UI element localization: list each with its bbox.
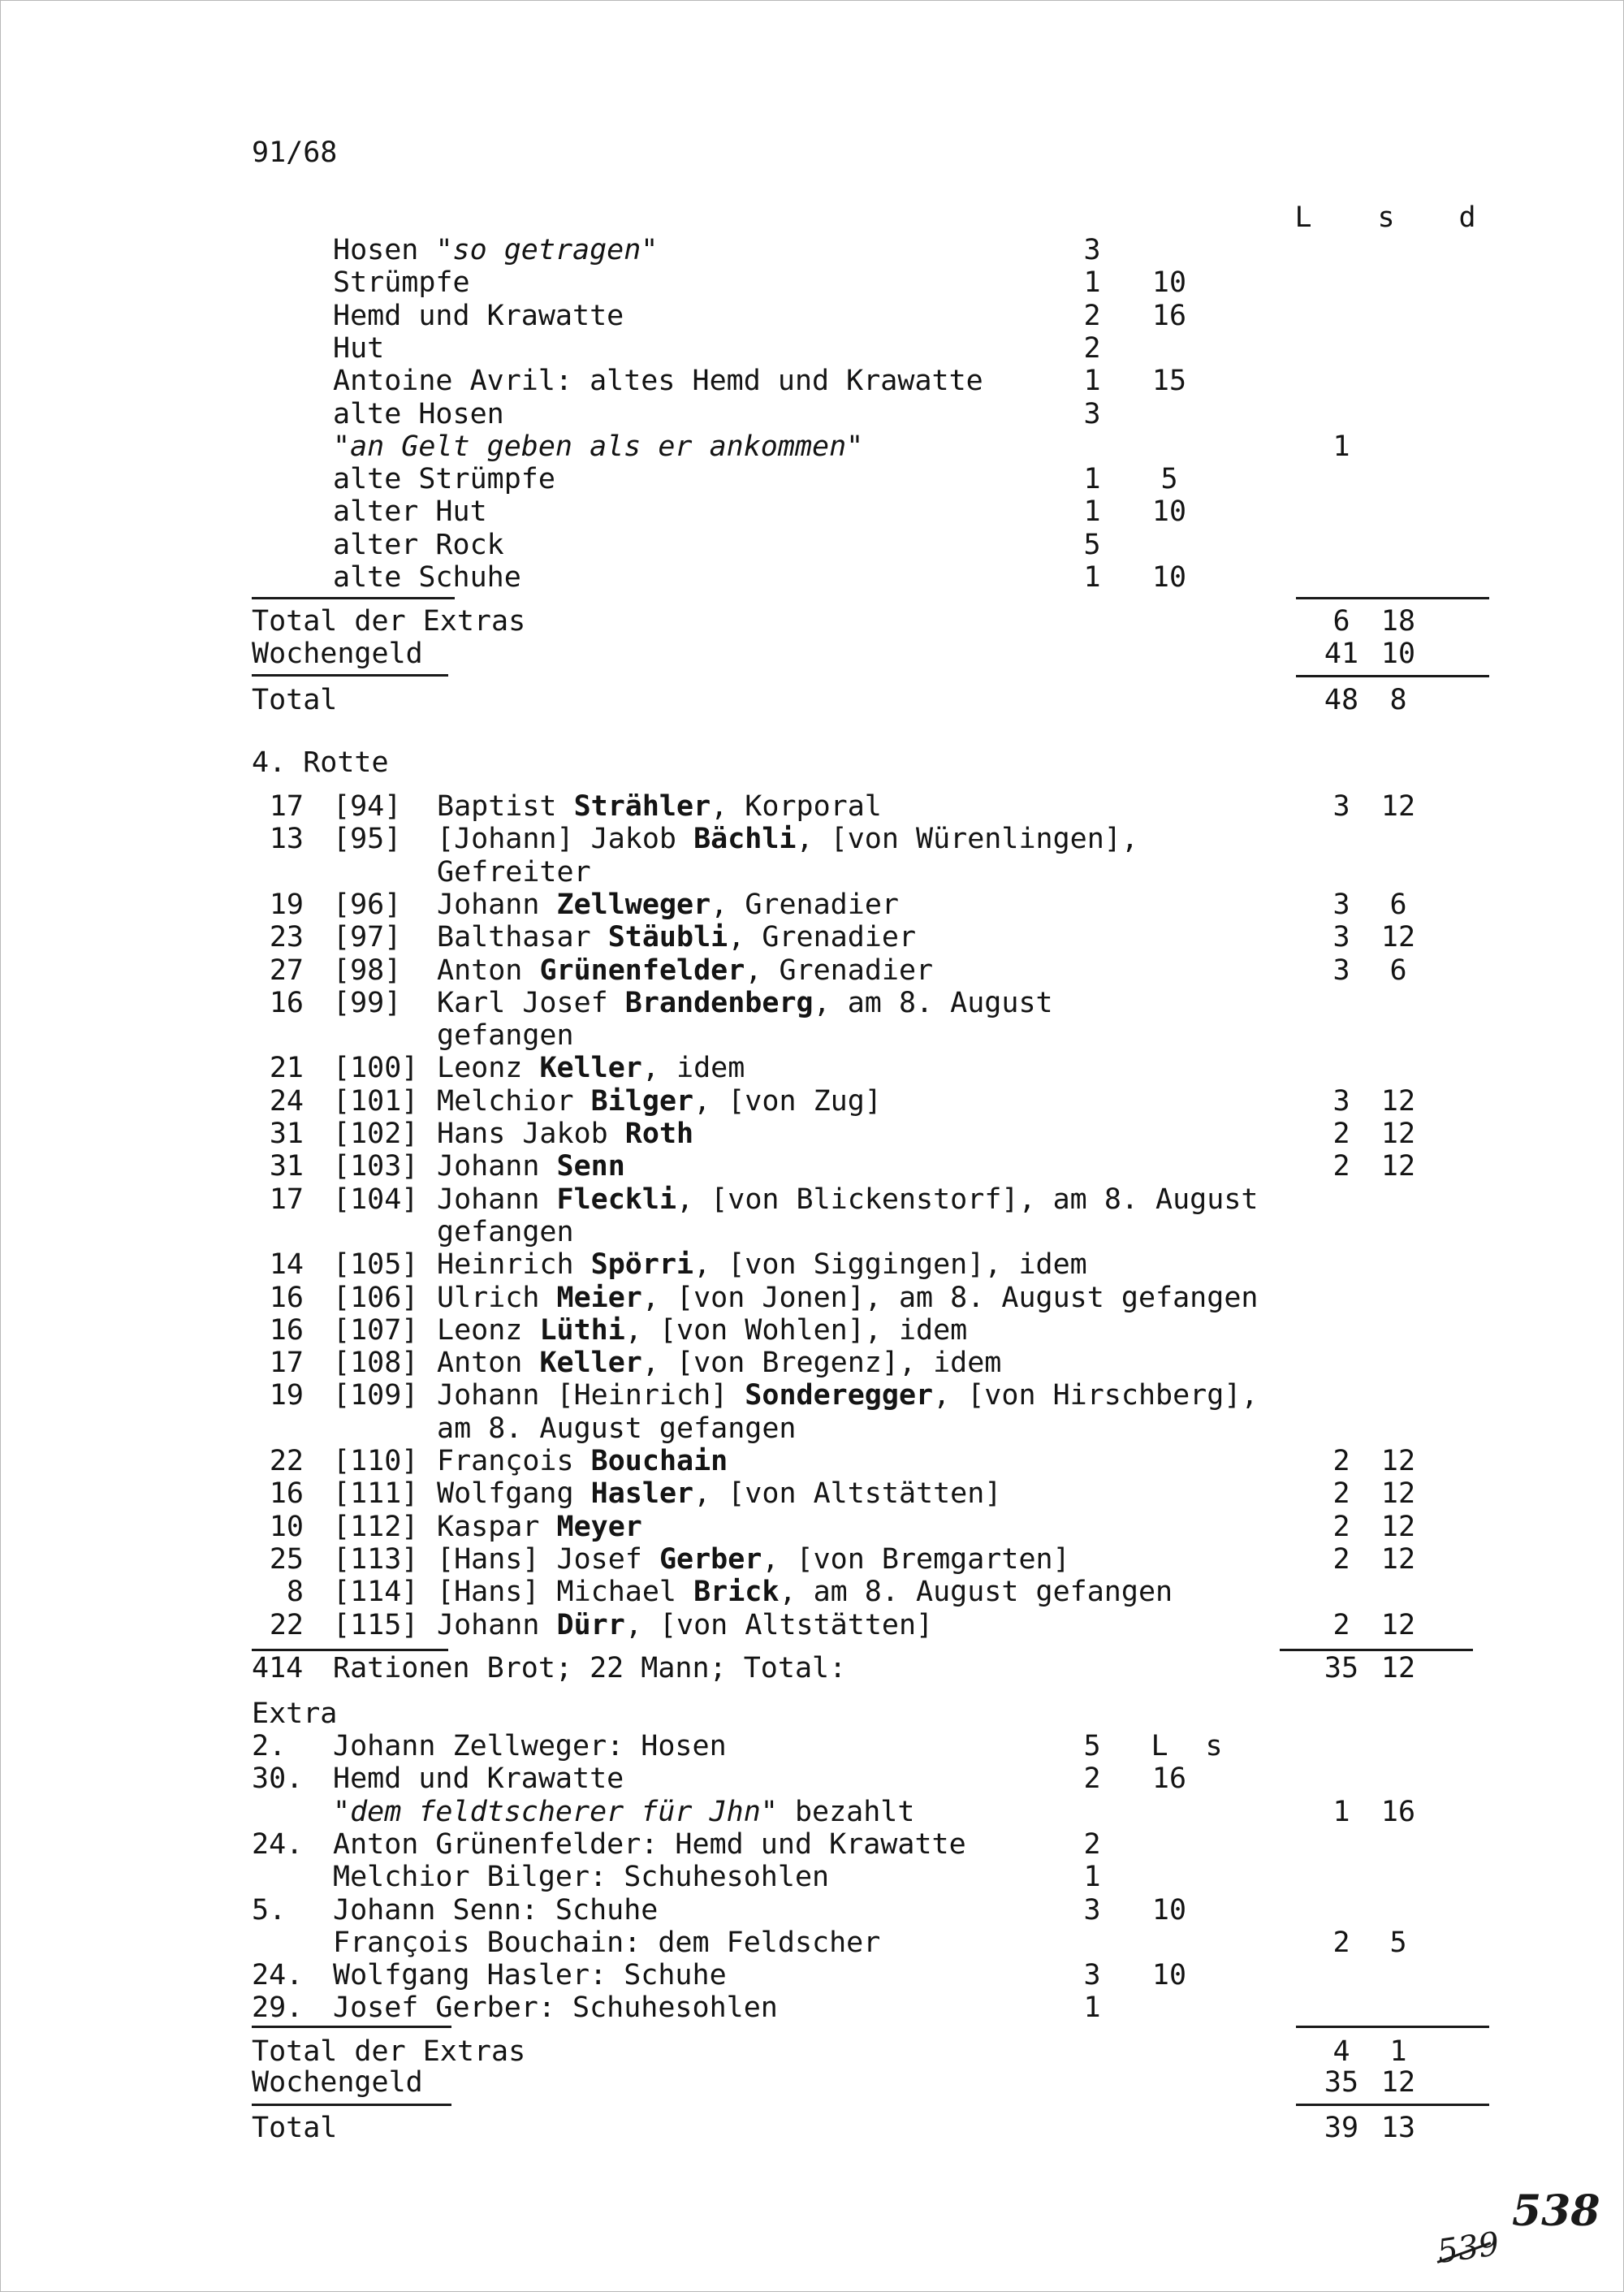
person-number: 17 xyxy=(269,1347,304,1380)
person-entry xyxy=(437,1543,1070,1576)
item-description xyxy=(333,529,504,561)
item-description xyxy=(333,300,624,332)
extra-amount: 2 xyxy=(1083,1827,1101,1861)
extra-amount-L: 2 xyxy=(1332,1926,1350,1959)
extra-amount: 1 xyxy=(1083,1861,1101,1894)
person-detail: Baptist xyxy=(437,790,574,823)
rule-line xyxy=(252,2026,451,2028)
person-number: 17 xyxy=(269,790,304,823)
person-detail: Heinrich xyxy=(437,1248,591,1282)
person-number: 16 xyxy=(269,1281,304,1314)
person-detail: [Hans] Michael xyxy=(437,1576,694,1609)
person-entry xyxy=(437,1379,1258,1412)
person-amount-s: 12 xyxy=(1380,1510,1416,1543)
extra-amount: 2 xyxy=(1083,1762,1101,1796)
item-quote: "an Gelt geben als er ankommen" xyxy=(333,430,864,463)
item-text: alter Hut xyxy=(333,495,487,529)
person-detail: Melchior xyxy=(437,1084,591,1118)
person-detail-continued: am 8. August gefangen xyxy=(437,1412,797,1445)
person-id: [100] xyxy=(333,1052,419,1085)
extra-text: bezahlt xyxy=(777,1795,915,1828)
person-surname: Sonderegger xyxy=(745,1379,934,1412)
item-text: Hut xyxy=(333,331,385,365)
person-surname: Gerber xyxy=(659,1542,762,1576)
column-header-L: L xyxy=(1294,201,1312,234)
extra-text: François Bouchain: dem Feldscher xyxy=(333,1926,881,1959)
item-description xyxy=(333,561,521,594)
total-amount-s: 13 xyxy=(1380,2112,1416,2144)
item-amount-s: 1 xyxy=(1083,561,1101,594)
item-description xyxy=(333,234,658,266)
item-quote: "so getragen" xyxy=(435,234,659,266)
item-amount-s: 1 xyxy=(1083,463,1101,496)
person-detail: , [von Altstätten] xyxy=(624,1608,934,1641)
person-detail: Ulrich xyxy=(437,1281,557,1314)
person-detail: Anton xyxy=(437,954,540,987)
extra-quote: "dem feldtscherer für Jhn" xyxy=(333,1795,778,1828)
person-number: 25 xyxy=(269,1542,304,1576)
person-detail: Johann [Heinrich] xyxy=(437,1379,745,1412)
person-number: 22 xyxy=(269,1445,304,1477)
total-amount-s: 12 xyxy=(1380,2066,1416,2099)
person-detail: , [von Hirschberg], xyxy=(933,1379,1259,1412)
person-surname: Grünenfelder xyxy=(539,954,745,987)
extra-description xyxy=(333,1796,914,1828)
person-detail: Johann xyxy=(437,1183,557,1216)
person-number: 16 xyxy=(269,1313,304,1347)
item-text: alter Rock xyxy=(333,528,504,561)
person-surname: Meyer xyxy=(556,1510,642,1543)
person-surname: Spörri xyxy=(590,1248,694,1282)
extra-description xyxy=(333,1894,658,1927)
person-detail: , am 8. August gefangen xyxy=(779,1576,1173,1609)
person-entry xyxy=(437,1282,1258,1314)
total-amount-L: 6 xyxy=(1332,605,1350,638)
item-amount-s: 3 xyxy=(1083,234,1101,266)
rule-line xyxy=(1296,2104,1489,2106)
person-number: 14 xyxy=(269,1248,304,1282)
person-amount-L: 3 xyxy=(1332,1084,1350,1118)
person-id: [110] xyxy=(333,1445,419,1477)
extra-description xyxy=(333,1828,966,1861)
person-detail: Leonz xyxy=(437,1313,540,1347)
person-detail: , [von Wohlen], idem xyxy=(624,1313,968,1347)
person-detail-continued: gefangen xyxy=(437,1215,574,1248)
section-heading: 4. Rotte xyxy=(252,746,389,779)
rule-line xyxy=(252,2104,451,2106)
person-amount-L: 3 xyxy=(1332,888,1350,921)
person-surname: Zellweger xyxy=(556,888,711,921)
extra-text: Johann Senn: Schuhe xyxy=(333,1893,659,1927)
person-detail: [Johann] Jakob xyxy=(437,823,694,856)
item-description xyxy=(333,332,384,365)
person-surname: Hasler xyxy=(590,1477,694,1511)
person-amount-s: 12 xyxy=(1380,1608,1416,1641)
person-detail: Leonz xyxy=(437,1052,540,1085)
section-heading: Extra xyxy=(252,1697,338,1730)
total-label: Total xyxy=(252,684,338,716)
person-amount-L: 2 xyxy=(1332,1118,1350,1150)
person-id: [112] xyxy=(333,1510,419,1543)
person-number: 31 xyxy=(269,1150,304,1183)
person-entry xyxy=(437,1085,882,1118)
person-detail: , Grenadier xyxy=(745,954,934,987)
person-detail: [Hans] Josef xyxy=(437,1542,659,1576)
person-entry xyxy=(437,1576,1173,1608)
inline-unit-L: L xyxy=(1151,1730,1168,1762)
total-amount-s: 18 xyxy=(1380,605,1416,638)
person-id: [113] xyxy=(333,1542,419,1576)
rule-line xyxy=(1296,2026,1489,2028)
person-entry xyxy=(437,1347,1001,1379)
extra-description xyxy=(333,1991,778,2024)
person-surname: Meier xyxy=(556,1281,642,1314)
total-label: Total der Extras xyxy=(252,2035,526,2068)
extra-description xyxy=(333,1959,727,1991)
extra-description xyxy=(333,1861,829,1893)
item-amount-s: 2 xyxy=(1083,299,1101,332)
person-number: 24 xyxy=(269,1084,304,1118)
total-amount-L: 4 xyxy=(1332,2035,1350,2068)
total-label: Wochengeld xyxy=(252,2066,423,2099)
person-surname: Bouchain xyxy=(590,1445,728,1477)
person-detail: , Grenadier xyxy=(728,921,917,954)
person-amount-L: 2 xyxy=(1332,1510,1350,1543)
item-description xyxy=(333,398,504,430)
item-amount-s: 1 xyxy=(1083,266,1101,300)
rule-line xyxy=(252,674,448,677)
item-amount-s: 5 xyxy=(1083,528,1101,561)
extra-date: 30. xyxy=(252,1762,304,1796)
person-entry xyxy=(437,823,1138,855)
person-amount-L: 2 xyxy=(1332,1542,1350,1576)
person-amount-s: 12 xyxy=(1380,1445,1416,1477)
person-detail: , idem xyxy=(641,1052,745,1085)
person-id: [104] xyxy=(333,1183,419,1216)
extra-date: 29. xyxy=(252,1991,304,2025)
item-text: Hemd und Krawatte xyxy=(333,299,624,332)
rule-line xyxy=(252,597,455,599)
person-surname: Fleckli xyxy=(556,1183,677,1216)
extra-amount: 3 xyxy=(1083,1959,1101,1992)
person-detail: , [von Jonen], am 8. August gefangen xyxy=(641,1281,1259,1314)
person-surname: Stäubli xyxy=(607,921,728,954)
extra-text: Josef Gerber: Schuhesohlen xyxy=(333,1991,778,2025)
person-id: [95] xyxy=(333,823,402,856)
inline-unit-s: s xyxy=(1205,1730,1223,1762)
person-amount-L: 2 xyxy=(1332,1150,1350,1183)
item-amount-d: 16 xyxy=(1151,299,1187,332)
person-id: [101] xyxy=(333,1084,419,1118)
person-amount-L: 2 xyxy=(1332,1477,1350,1511)
person-detail: Johann xyxy=(437,1150,557,1183)
person-entry xyxy=(437,1150,625,1183)
extra-date: 24. xyxy=(252,1827,304,1861)
item-amount-d: 10 xyxy=(1151,495,1187,529)
extra-amount-L: 1 xyxy=(1332,1795,1350,1828)
person-amount-L: 2 xyxy=(1332,1608,1350,1641)
person-id: [98] xyxy=(333,954,402,987)
person-entry xyxy=(437,954,933,987)
person-detail: , [von Bremgarten] xyxy=(762,1542,1070,1576)
person-id: [109] xyxy=(333,1379,419,1412)
extra-amount: 3 xyxy=(1083,1893,1101,1927)
person-number: 16 xyxy=(269,1477,304,1511)
item-amount-d: 10 xyxy=(1151,561,1187,594)
extra-amount: 5 xyxy=(1083,1730,1101,1762)
item-amount-d: 10 xyxy=(1151,266,1187,300)
total-label: Total xyxy=(252,2112,338,2144)
person-amount-L: 3 xyxy=(1332,790,1350,823)
person-detail: François xyxy=(437,1445,591,1477)
person-amount-L: 3 xyxy=(1332,954,1350,987)
item-amount-d: 5 xyxy=(1160,463,1178,496)
item-amount-s: 2 xyxy=(1083,331,1101,365)
item-text: alte Schuhe xyxy=(333,561,521,594)
person-id: [97] xyxy=(333,921,402,954)
person-entry xyxy=(437,790,882,823)
extra-amount: 10 xyxy=(1151,1959,1187,1992)
person-amount-s: 12 xyxy=(1380,1150,1416,1183)
total-label: Wochengeld xyxy=(252,638,423,670)
item-description xyxy=(333,266,470,299)
person-entry xyxy=(437,987,1053,1019)
person-detail: , [von Blickenstorf], am 8. August xyxy=(676,1183,1259,1216)
extra-amount-s: 5 xyxy=(1389,1926,1407,1959)
total-amount-s: 8 xyxy=(1389,684,1407,716)
ration-summary: Rationen Brot; 22 Mann; Total: xyxy=(333,1652,847,1684)
person-detail: Kaspar xyxy=(437,1510,557,1543)
total-amount-s: 10 xyxy=(1380,638,1416,670)
extra-text: Melchior Bilger: Schuhesohlen xyxy=(333,1861,830,1894)
person-number: 16 xyxy=(269,986,304,1019)
person-id: [105] xyxy=(333,1248,419,1282)
handwritten-page-number: 538 xyxy=(1512,2186,1600,2236)
person-number: 19 xyxy=(269,1379,304,1412)
total-amount-L: 48 xyxy=(1324,684,1359,716)
person-detail: Hans Jakob xyxy=(437,1118,625,1150)
person-number: 13 xyxy=(269,823,304,856)
extra-amount-s: 16 xyxy=(1380,1795,1416,1828)
person-entry xyxy=(437,1248,1087,1281)
item-text: Antoine Avril: altes Hemd und Krawatte xyxy=(333,365,983,398)
person-surname: Dürr xyxy=(556,1608,625,1641)
item-amount-s: 1 xyxy=(1083,495,1101,529)
rule-line xyxy=(1280,1649,1473,1651)
person-id: [106] xyxy=(333,1281,419,1314)
summary-amount-s: 12 xyxy=(1380,1652,1416,1684)
ration-count: 414 xyxy=(252,1652,304,1684)
person-amount-s: 6 xyxy=(1389,954,1407,987)
person-entry xyxy=(437,1445,728,1477)
rule-line xyxy=(252,1649,448,1651)
extra-text: Johann Zellweger: Hosen xyxy=(333,1730,727,1762)
person-number: 21 xyxy=(269,1052,304,1085)
extra-description xyxy=(333,1730,727,1762)
person-detail: , [von Siggingen], idem xyxy=(693,1248,1087,1282)
person-id: [99] xyxy=(333,986,402,1019)
extra-amount: 1 xyxy=(1083,1991,1101,2025)
item-amount-s: 3 xyxy=(1083,397,1101,430)
person-id: [94] xyxy=(333,790,402,823)
total-label: Total der Extras xyxy=(252,605,526,638)
person-number: 27 xyxy=(269,954,304,987)
person-detail: , Korporal xyxy=(710,790,882,823)
item-text: Strümpfe xyxy=(333,266,470,300)
person-entry xyxy=(437,1314,967,1347)
person-detail-continued: gefangen xyxy=(437,1019,574,1053)
total-amount-L: 39 xyxy=(1324,2112,1359,2144)
item-text: alte Strümpfe xyxy=(333,463,555,496)
person-number: 8 xyxy=(286,1576,304,1609)
person-surname: Senn xyxy=(556,1150,625,1183)
page-reference: 91/68 xyxy=(252,136,338,169)
person-id: [107] xyxy=(333,1313,419,1347)
person-detail: , am 8. August xyxy=(813,986,1053,1019)
column-header-s: s xyxy=(1377,201,1395,234)
person-amount-s: 12 xyxy=(1380,921,1416,954)
column-header-d: d xyxy=(1458,201,1476,234)
person-id: [96] xyxy=(333,888,402,921)
person-detail: Johann xyxy=(437,1608,557,1641)
rule-line xyxy=(1296,675,1489,677)
person-number: 31 xyxy=(269,1118,304,1150)
person-amount-s: 12 xyxy=(1380,1084,1416,1118)
person-amount-L: 2 xyxy=(1332,1445,1350,1477)
extra-text: Hemd und Krawatte xyxy=(333,1762,624,1796)
person-amount-s: 12 xyxy=(1380,790,1416,823)
item-text: alte Hosen xyxy=(333,397,504,430)
person-detail: Johann xyxy=(437,888,557,921)
person-amount-L: 3 xyxy=(1332,921,1350,954)
person-id: [102] xyxy=(333,1118,419,1150)
person-id: [111] xyxy=(333,1477,419,1511)
extra-date: 5. xyxy=(252,1893,287,1927)
extra-amount: 10 xyxy=(1151,1893,1187,1927)
person-number: 17 xyxy=(269,1183,304,1216)
person-surname: Roth xyxy=(624,1118,694,1150)
person-detail-continued: Gefreiter xyxy=(437,855,591,889)
person-entry xyxy=(437,1477,1001,1510)
person-entry xyxy=(437,1052,745,1084)
rule-line xyxy=(1296,597,1489,599)
person-detail: Wolfgang xyxy=(437,1477,591,1511)
total-amount-L: 35 xyxy=(1324,2066,1359,2099)
total-amount-s: 1 xyxy=(1389,2035,1407,2068)
person-detail: , Grenadier xyxy=(710,888,899,921)
person-number: 22 xyxy=(269,1608,304,1641)
item-amount-L: 1 xyxy=(1332,430,1350,463)
item-description xyxy=(333,365,983,397)
extra-amount: 16 xyxy=(1151,1762,1187,1796)
person-detail: , [von Zug] xyxy=(693,1084,882,1118)
person-surname: Keller xyxy=(539,1052,642,1085)
item-description xyxy=(333,463,555,495)
person-detail: , [von Altstätten] xyxy=(693,1477,1002,1511)
extra-description xyxy=(333,1927,880,1959)
item-text: Hosen xyxy=(333,234,436,266)
person-number: 19 xyxy=(269,888,304,921)
extra-text: Wolfgang Hasler: Schuhe xyxy=(333,1959,727,1992)
person-surname: Brick xyxy=(693,1576,780,1609)
person-detail: Karl Josef xyxy=(437,986,625,1019)
person-detail: Anton xyxy=(437,1347,540,1380)
person-surname: Keller xyxy=(539,1347,642,1380)
item-description xyxy=(333,495,487,528)
person-entry xyxy=(437,921,916,954)
extra-text: Anton Grünenfelder: Hemd und Krawatte xyxy=(333,1827,966,1861)
person-detail: , [von Bregenz], idem xyxy=(641,1347,1002,1380)
total-amount-L: 41 xyxy=(1324,638,1359,670)
extra-date: 24. xyxy=(252,1959,304,1992)
person-id: [103] xyxy=(333,1150,419,1183)
person-surname: Bilger xyxy=(590,1084,694,1118)
person-amount-s: 12 xyxy=(1380,1542,1416,1576)
extra-description xyxy=(333,1762,624,1795)
item-amount-d: 15 xyxy=(1151,365,1187,398)
item-description xyxy=(333,430,863,463)
person-entry xyxy=(437,889,899,921)
person-surname: Bächli xyxy=(693,823,797,856)
handwritten-struck-page-number: 539 xyxy=(1435,2225,1502,2272)
extra-date: 2. xyxy=(252,1730,287,1762)
item-amount-s: 1 xyxy=(1083,365,1101,398)
person-surname: Strähler xyxy=(573,790,711,823)
person-entry xyxy=(437,1609,933,1641)
person-entry xyxy=(437,1511,642,1543)
person-surname: Lüthi xyxy=(539,1313,625,1347)
person-id: [108] xyxy=(333,1347,419,1380)
summary-amount-L: 35 xyxy=(1324,1652,1359,1684)
person-number: 10 xyxy=(269,1510,304,1543)
person-detail: Balthasar xyxy=(437,921,608,954)
person-amount-s: 6 xyxy=(1389,888,1407,921)
person-entry xyxy=(437,1183,1258,1216)
person-detail: , [von Würenlingen], xyxy=(796,823,1138,856)
person-amount-s: 12 xyxy=(1380,1477,1416,1511)
person-entry xyxy=(437,1118,693,1150)
person-amount-s: 12 xyxy=(1380,1118,1416,1150)
person-id: [115] xyxy=(333,1608,419,1641)
person-number: 23 xyxy=(269,921,304,954)
person-surname: Brandenberg xyxy=(624,986,814,1019)
person-id: [114] xyxy=(333,1576,419,1609)
